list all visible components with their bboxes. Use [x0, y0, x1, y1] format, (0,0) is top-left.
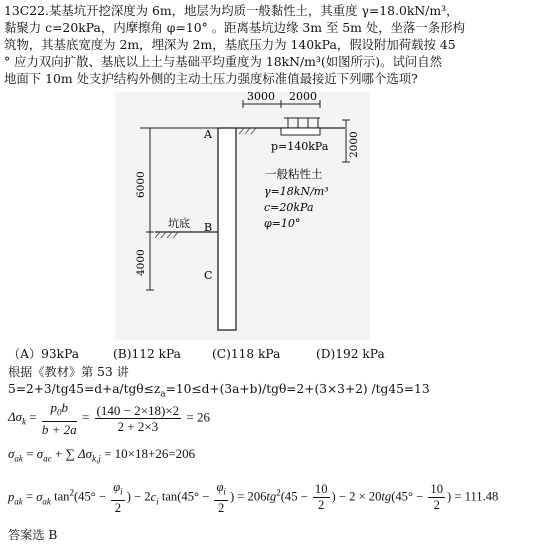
dim-4000: 4000: [135, 249, 147, 276]
dim-3000: 3000: [247, 90, 275, 103]
soil-c: c=20kPa: [264, 201, 314, 214]
sigma-ak-value: = 10×18+26=206: [104, 446, 196, 461]
point-a-label: A: [204, 128, 212, 141]
soil-phi: φ=10°: [264, 217, 301, 230]
option-c: (C)118 kPa: [212, 347, 281, 361]
option-d: (D)192 kPa: [316, 347, 385, 361]
depth-line-part: 5=2+3/tg45=d+a/tgθ≤z: [8, 382, 161, 396]
question-line: 13C22.某基坑开挖深度为 6m，地层为均质一般黏性土，其重度 γ=18.0kN/m³，: [4, 3, 459, 18]
soil-title: 一般粘性土: [265, 167, 323, 181]
option-a: （A）93kPa: [8, 347, 79, 361]
fraction-numeric: [95, 403, 182, 434]
delta-sigma-result: = 26: [186, 409, 211, 425]
dim-6000: 6000: [135, 171, 147, 198]
delta-sigma-formula: $\Delta\sigma_k$ = $\frac{p_0b}{b + 2a}$ = $\frac{(140 - 2\times 18)\times 2}{2 + 2\times 3}$ = 26: [8, 400, 211, 437]
pak-formula: $p_{ak} = \sigma_{ak}$ $\tan^2(45^\circ$ − $\frac{\varphi_i}{2}$ ) − $2c_i$ tan(45° − $\frac{\varphi_i}{2}$ ) = $206tg^2(45$ − $\frac{10}{2}$ ) − 2 × 20tg(45° − $\frac{10}{2}$ ) = 111.48: [8, 480, 499, 515]
option-b: (B)112 kPa: [113, 347, 181, 361]
dim-2000-right: 2000: [348, 131, 360, 158]
question-line: ° 应力双向扩散、基底以上土与基础平均重度为 18kN/m³(如图所示)。试问自然: [4, 54, 443, 69]
dim-2000-top: 2000: [289, 90, 317, 103]
question-line: 地面下 10m 处支护结构外侧的主动土压力强度标准值最接近下列哪个选项?: [4, 71, 418, 86]
soil-gamma: γ=18kN/m³: [264, 185, 329, 198]
pit-bottom-label: 坑底: [168, 217, 190, 230]
retaining-wall: [218, 128, 236, 330]
fraction-numerator: (140 − 2×18)×2: [96, 402, 180, 418]
question-line: 黏聚力 c=20kPa，内摩擦角 φ=10° 。距离基坑边缘 3m 至 5m 处，坐落一条形构: [4, 20, 465, 35]
pak-result: = 111.48: [454, 489, 499, 504]
depth-line-rest: =10≤d+(3a+b)/tgθ=2+(3×3+2) /tg45=13: [165, 382, 430, 396]
fraction-symbolic: $\frac{p_0b}{b + 2a}$: [41, 400, 77, 437]
load-label: p=140kPa: [271, 140, 329, 153]
point-b-label: B: [204, 221, 213, 234]
answer-line: 答案选 B: [8, 528, 58, 542]
fraction-denominator: 2 + 2×3: [117, 418, 159, 434]
footing: [281, 128, 320, 135]
depth-line-sub: a: [160, 389, 166, 400]
solution-reference: 根据《教材》第 53 讲: [8, 365, 129, 379]
point-c-label: C: [204, 269, 213, 282]
sigma-ak-formula: $\sigma_{ak} = \sigma_{ac}$ + ∑ $\Delta\sigma_{k,j} = 10\times 18+26=206$: [8, 446, 196, 464]
question-line: 筑物，其基底宽度为 2m，埋深为 2m，基底压力为 140kPa，假设附加荷载按 45: [4, 37, 456, 52]
